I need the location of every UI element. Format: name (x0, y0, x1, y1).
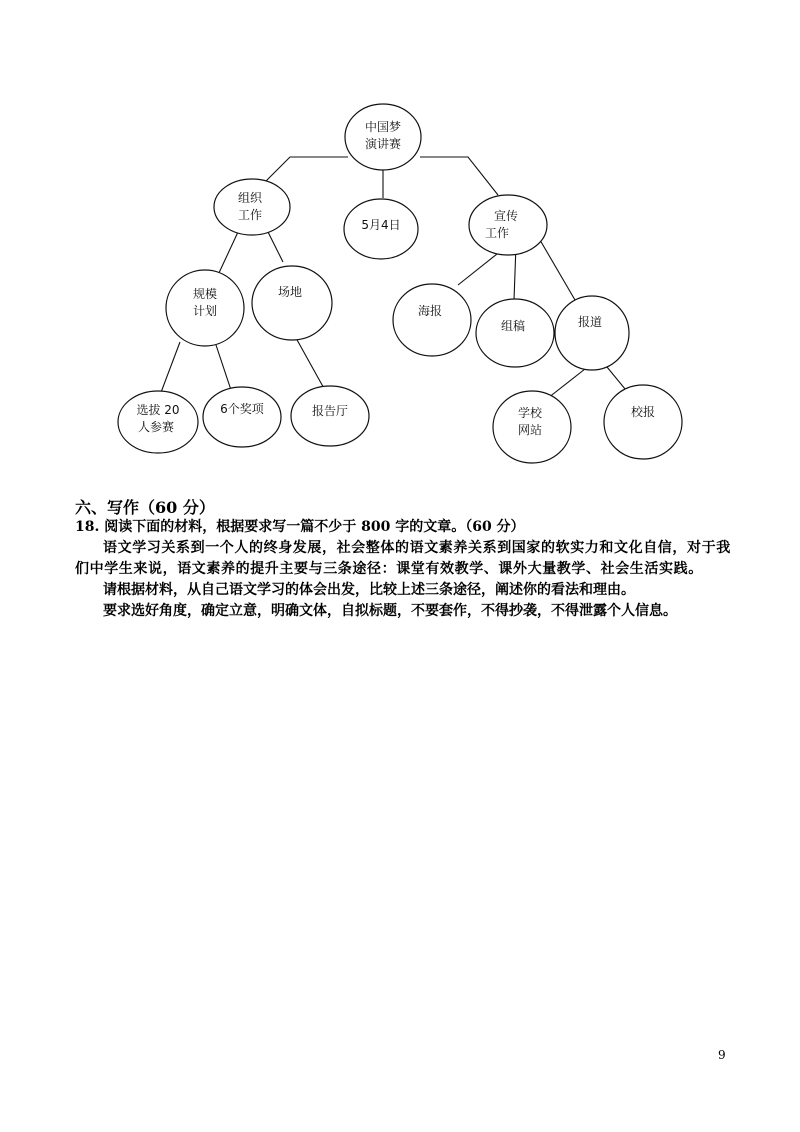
node-root (345, 104, 421, 170)
node-promo-line1: 宣传 (493, 209, 519, 223)
node-root-line1: 中国梦 (364, 120, 402, 134)
node-newspaper (604, 385, 682, 459)
node-org-line2: 工作 (237, 208, 263, 222)
page-number: 9 (718, 1048, 726, 1062)
node-report (555, 296, 629, 370)
node-hall-label: 报告厅 (311, 404, 349, 418)
edge-org-venue (268, 232, 283, 262)
edge-venue-hall (296, 338, 326, 392)
node-scale (166, 270, 244, 346)
question-material: 语文学习关系到一个人的终身发展，社会整体的语文素养关系到国家的软实力和文化自信，对于我们中学生来说，语文素养的提升主要与三条途径：课堂有效教学、课外大量教学、社会生活实践。 (75, 540, 731, 577)
node-scale-line2: 计划 (192, 304, 218, 318)
edge-scale-select (160, 342, 180, 395)
mind-map-diagram (0, 0, 800, 480)
edge-root-promo (420, 157, 498, 195)
node-draft-label: 组稿 (500, 319, 526, 333)
node-hall (291, 386, 369, 446)
node-root-line2: 演讲赛 (364, 137, 402, 151)
node-scale-line1: 规模 (192, 287, 218, 301)
node-select (118, 391, 198, 453)
question-requirement: 要求选好角度，确定立意，明确文体，自拟标题，不要套作，不得抄袭，不得泄露个人信息。 (103, 603, 677, 619)
node-promo (469, 195, 547, 255)
node-promo-line2: 工作 (484, 226, 510, 240)
edge-scale-awards (216, 345, 232, 393)
node-draft (476, 299, 554, 367)
edge-org-scale (218, 232, 238, 275)
node-date (344, 199, 418, 259)
node-date-label: 5月4日 (361, 218, 401, 232)
node-website-line2: 网站 (517, 423, 543, 437)
node-awards-label: 6个奖项 (220, 402, 264, 416)
section-title: 六、写作（60 分） (75, 498, 215, 517)
edge-report-website (548, 369, 585, 398)
node-report-label: 报道 (577, 315, 603, 329)
node-website (493, 391, 571, 463)
question-prompt: 18. 阅读下面的材料，根据要求写一篇不少于 800 字的文章。（60 分） (75, 519, 525, 535)
node-newspaper-label: 校报 (630, 405, 656, 419)
node-poster (393, 284, 471, 356)
node-awards (203, 387, 281, 447)
writing-question (75, 517, 735, 622)
node-website-line1: 学校 (517, 406, 543, 420)
node-venue (252, 266, 332, 340)
node-poster-label: 海报 (417, 304, 443, 318)
node-select-line2: 人参赛 (137, 420, 175, 434)
node-select-line1: 选拔 20 (136, 403, 180, 417)
node-org (214, 179, 290, 235)
edge-root-org (262, 157, 348, 185)
edge-promo-poster (458, 250, 502, 285)
node-org-line1: 组织 (237, 191, 263, 205)
edge-promo-report (540, 240, 575, 300)
question-instruction: 请根据材料，从自己语文学习的体会出发，比较上述三条途径，阐述你的看法和理由。 (103, 582, 635, 598)
node-venue-label: 场地 (277, 285, 303, 299)
